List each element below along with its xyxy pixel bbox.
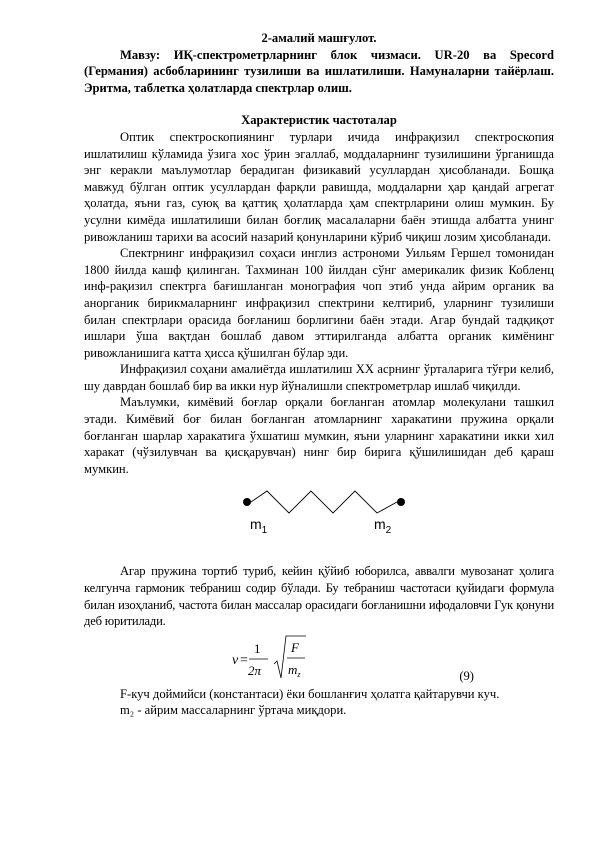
mass-1-label: $m_1$ xyxy=(250,516,268,537)
mass-2-ball xyxy=(397,498,405,506)
section-heading: Характеристик частоталар xyxy=(241,113,397,128)
paragraph-2: Спектрнинг инфрақизил соҳаси инглиз астрономи Уильям Гершел томонидан 1800 йилда кашф қилинган. Тахминан 100 йилдан сўнг америкалик физик Кобленц инф-рақизил спектрга бағишланган монография чоп этиб унда айрим органик ва анорганик бирикмаларнинг инфрақизил спектрини келтириб, уларнинг тузилиши билан спектрлари орасида боғланиш борлигини баён этади. Агар бундай тадқиқот ишлари ўша вақтдан бошлаб давом эттирилганда албатта органик кимёнинг ривожланишига катта ҳисса қўшилган бўлар эди. xyxy=(84,246,554,360)
definition-mass: m₂ - айрим массаларнинг ўртача миқдори. xyxy=(120,703,347,718)
spring-diagram-svg xyxy=(84,477,554,543)
formula-radicand-num: F xyxy=(291,639,299,655)
formula-svg xyxy=(84,630,554,686)
document-title: 2-амалий машғулот. xyxy=(261,31,377,45)
topic-statement: Мавзу: ИҚ-спектрометрларнинг блок чизмаси. UR-20 ва Specord (Германия) асбобларининг тузилиши ва ишлатилиши. Намуналарни тайёрлаш. Эритма, таблетка ҳолатларда спектрлар олиш. xyxy=(84,47,554,95)
mass-2-label: $m_2$ xyxy=(374,516,392,537)
spring-mass-diagram xyxy=(84,477,554,543)
definition-force: F-куч доймийси (константаси) ёки бошланғич ҳолатга қайтарувчи куч. xyxy=(120,686,500,701)
equation-number: (9) xyxy=(459,668,474,683)
paragraph-3: Инфрақизил соҳани амалиётда ишлатилиш XX асрнинг ўрталарига тўғри келиб, шу даврдан бошлаб бир ва икки нур йўналишли спектрометрлар ишлаб чиқилди. xyxy=(84,362,554,393)
hooke-formula xyxy=(84,630,554,686)
formula-radicand-den: $m_z$ xyxy=(288,661,301,679)
paragraph-4: Маълумки, кимёвий боғлар орқали боғланган атомлар молекулани ташкил этади. Кимёвий боғ билан боғланган атомларнинг харакатини пружина орқали боғланган шарлар харакатига ўхшатиш мумкин, яъни уларнинг харакатини икки хил харакат (чўзилувчан ва қисқарувчан) нинг бир бирига қўшилишидан деб қараш мумкин. xyxy=(84,395,554,476)
formula-nu: ν xyxy=(232,652,239,668)
document-body xyxy=(84,30,554,719)
formula-denominator: 2π xyxy=(248,662,262,678)
spring-line xyxy=(251,491,397,513)
paragraph-5: Агар пружина тортиб туриб, кейин қўйиб юборилса, аввалги мувозанат ҳолига келгунча гармоник тебраниш содир бўлади. Бу тебраниш частотаси қуйидаги формула билан изоҳланиб, частота билан массалар орасидаги боғланишни ифодаловчи Гук қонуни деб юритилади. xyxy=(84,564,554,629)
formula-numerator: 1 xyxy=(254,640,261,656)
mass-1-ball xyxy=(243,498,251,506)
formula-equals: = xyxy=(240,652,248,668)
paragraph-1: Оптик спектроскопиянинг турлари ичида инфрақизил спектроскопия ишлатилиш кўламида ўзига хос ўрин эгаллаб, моддаларнинг тузилишини ўрганишда энг керакли маълумотлар берадиган физикавий усуллардан ҳисобланади. Бошқа мавжуд бўлган оптик усуллардан фарқли равишда, моддаларни ҳар қандай агрегат ҳолатда, яъни газ, суюқ ва қаттиқ ҳолатларда ҳам спектрларини олиш мумкин. Бу усулни кимёда ишлатилиши билан боғлиқ масалаларни баён этишда албатта унинг ривожланиш тарихи ва асосий назарий қонунларини кўриб чиқиш лозим ҳисобланади. xyxy=(84,129,554,244)
